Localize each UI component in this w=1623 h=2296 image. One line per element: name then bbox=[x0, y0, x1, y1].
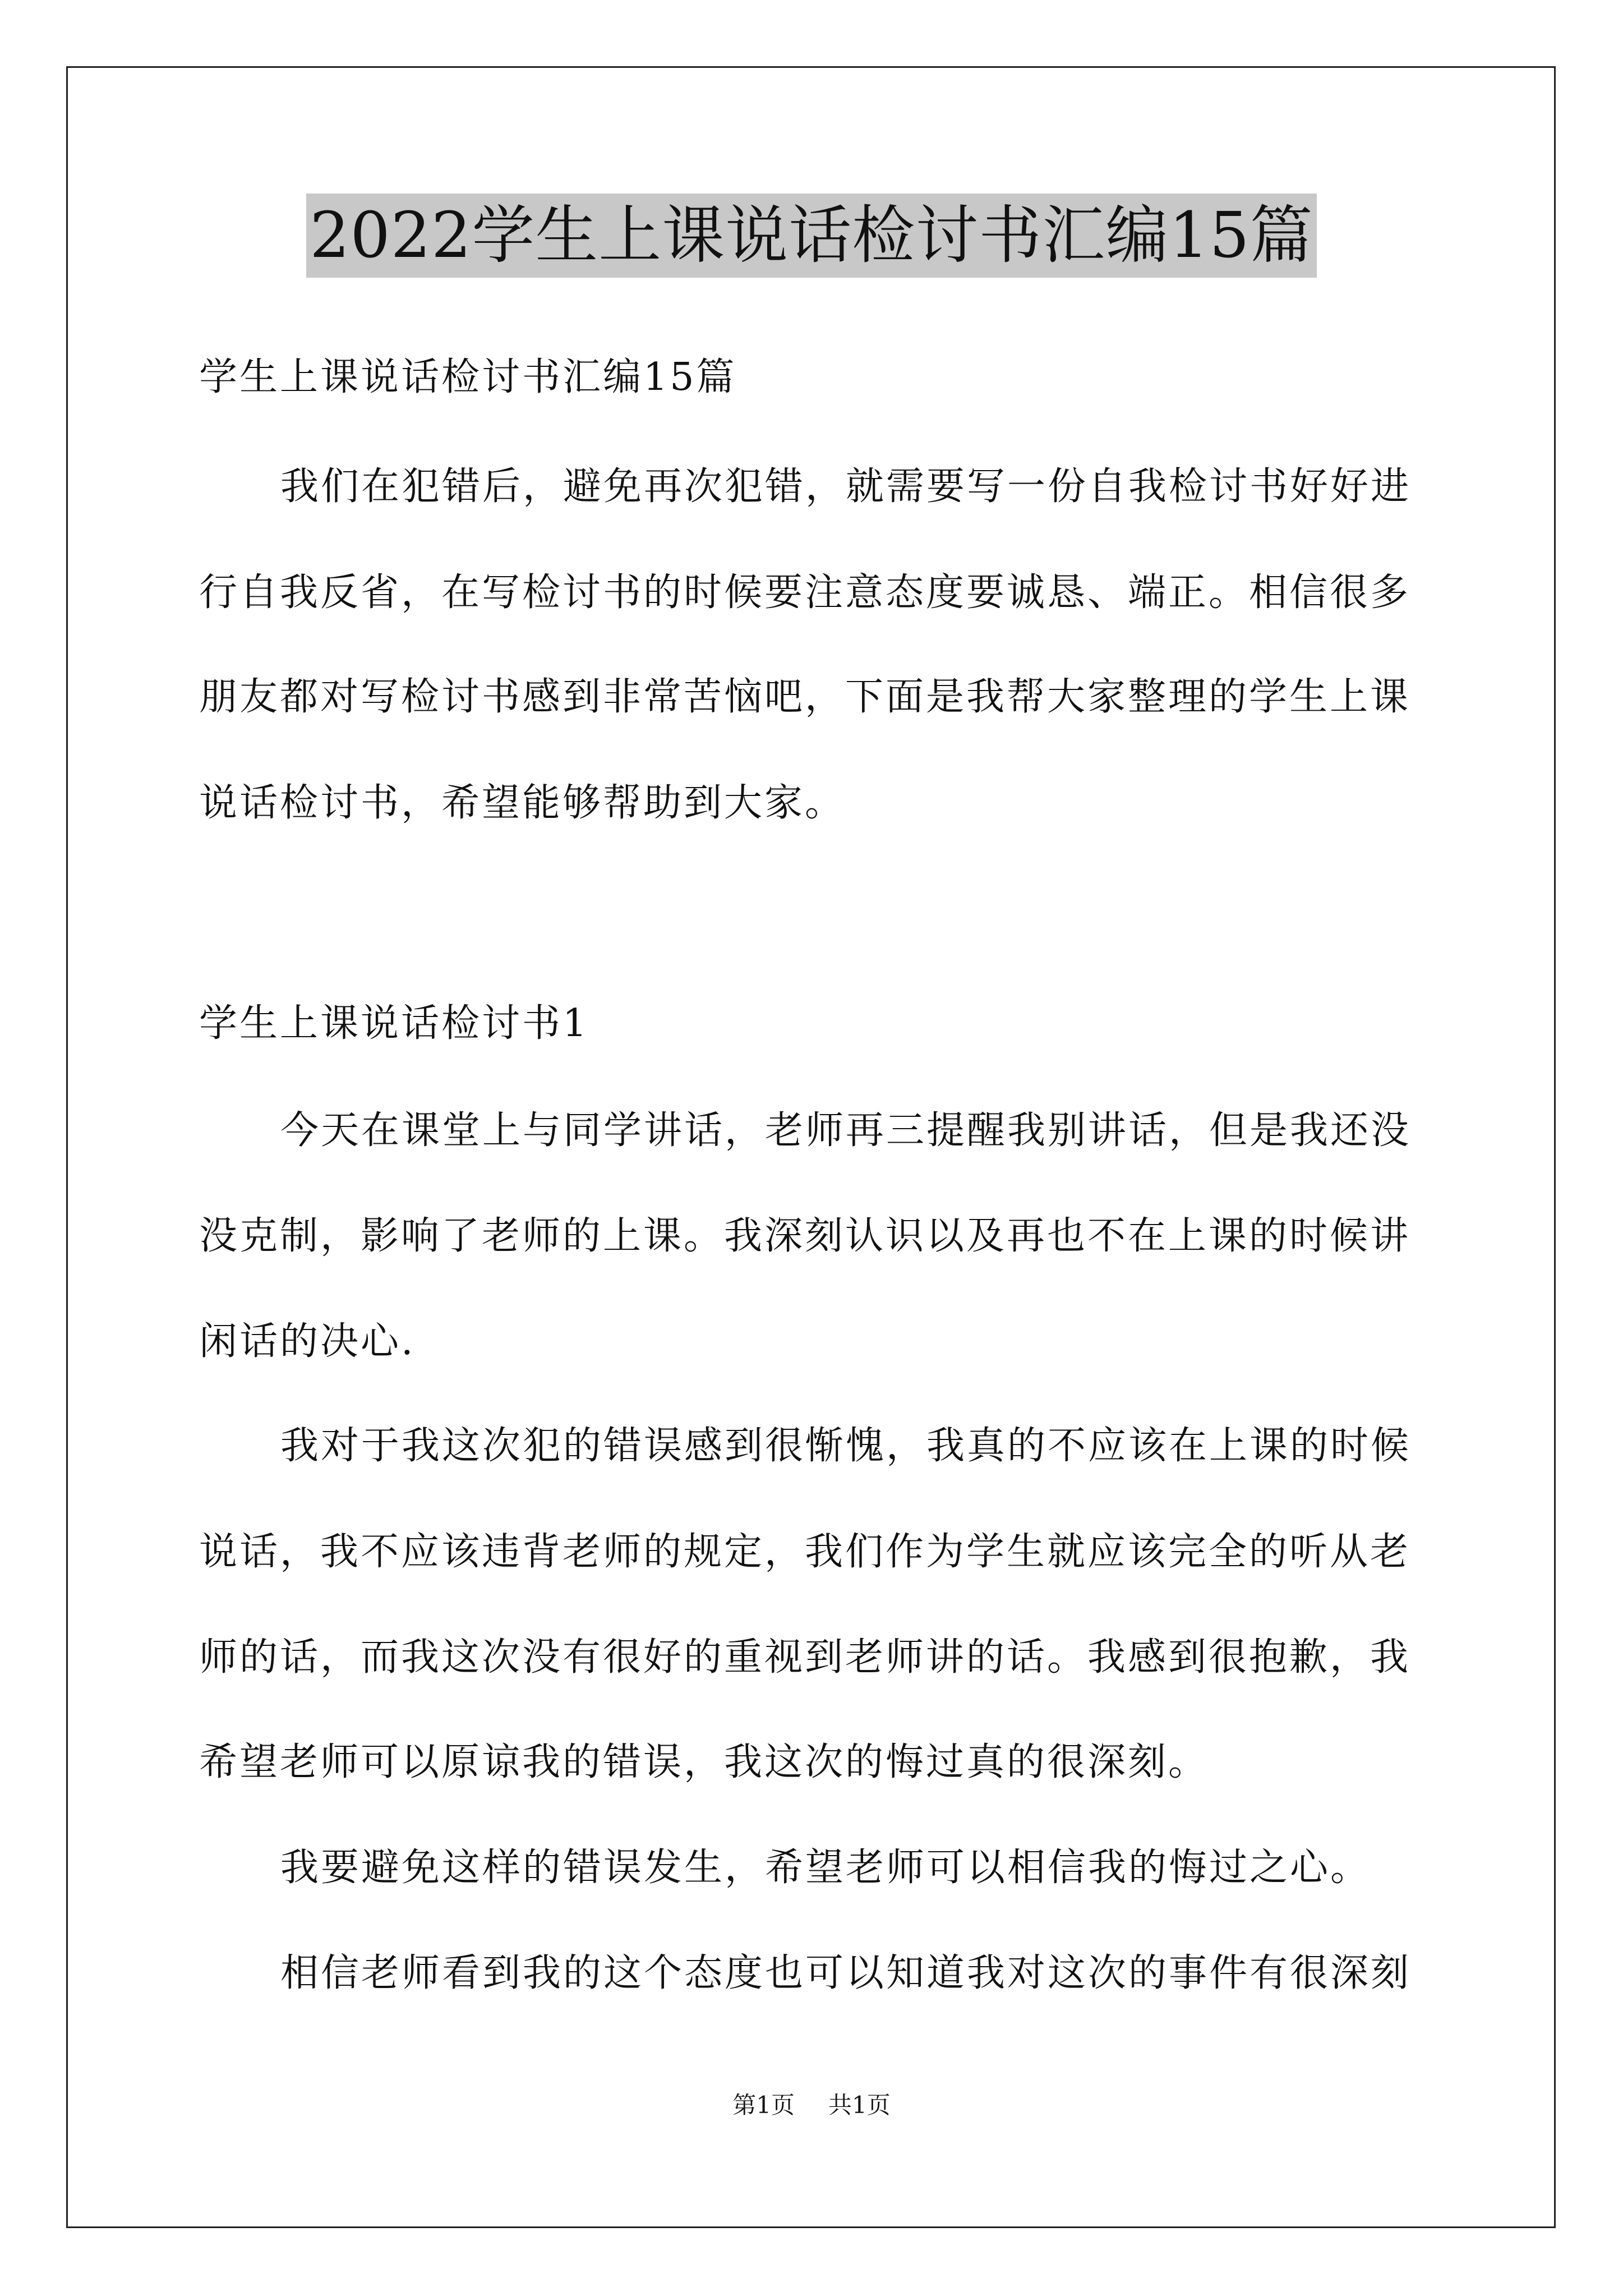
body-line-3: 闲话的决心. bbox=[199, 1319, 416, 1364]
body-line-9: 相信老师看到我的这个态度也可以知道我对这次的事件有很深刻 bbox=[280, 1951, 1412, 1995]
body-line-5: 说话，我不应该违背老师的规定，我们作为学生就应该完全的听从老 bbox=[199, 1530, 1411, 1574]
page-footer bbox=[0, 2090, 1623, 2121]
document-title: 2022学生上课说话检讨书汇编15篇 bbox=[306, 194, 1317, 278]
intro-line-1: 我们在犯错后，避免再次犯错，就需要写一份自我检讨书好好进 bbox=[280, 464, 1412, 509]
body-line-8: 我要避免这样的错误发生，希望老师可以相信我的悔过之心。 bbox=[280, 1846, 1371, 1890]
body-line-7: 希望老师可以原谅我的错误，我这次的悔过真的很深刻。 bbox=[199, 1740, 1209, 1784]
document-subtitle: 学生上课说话检讨书汇编15篇 bbox=[199, 355, 737, 399]
page-number-current: 第1页 bbox=[732, 2091, 795, 2119]
intro-line-4: 说话检讨书，希望能够帮助到大家。 bbox=[199, 781, 846, 825]
section-heading: 学生上课说话检讨书1 bbox=[199, 1001, 589, 1046]
intro-line-2: 行自我反省，在写检讨书的时候要注意态度要诚恳、端正。相信很多 bbox=[199, 570, 1411, 615]
page-number-total: 共1页 bbox=[828, 2091, 891, 2119]
intro-line-3: 朋友都对写检讨书感到非常苦恼吧，下面是我帮大家整理的学生上课 bbox=[199, 675, 1411, 719]
body-line-4: 我对于我这次犯的错误感到很惭愧，我真的不应该在上课的时候 bbox=[280, 1424, 1412, 1468]
body-line-1: 今天在课堂上与同学讲话，老师再三提醒我别讲话，但是我还没 bbox=[280, 1108, 1412, 1153]
body-line-2: 没克制，影响了老师的上课。我深刻认识以及再也不在上课的时候讲 bbox=[199, 1214, 1411, 1258]
title-container bbox=[0, 194, 1623, 278]
body-line-6: 师的话，而我这次没有很好的重视到老师讲的话。我感到很抱歉，我 bbox=[199, 1635, 1411, 1680]
